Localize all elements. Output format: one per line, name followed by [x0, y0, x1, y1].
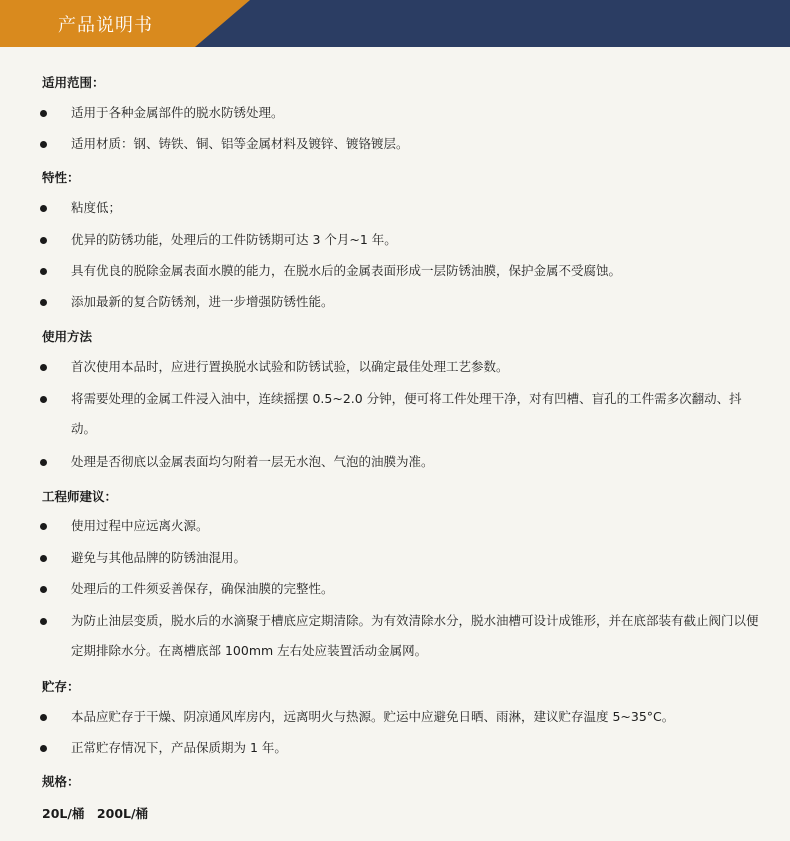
list-item: 添加最新的复合防锈剂，进一步增强防锈性能。: [71, 294, 334, 309]
spec-text: 20L/桶 200L/桶: [42, 806, 149, 821]
bullet-dot: [40, 237, 47, 244]
bullet-dot: [40, 299, 47, 306]
list-item: 处理是否彻底以金属表面均匀附着一层无水泡、气泡的油膜为准。: [71, 454, 434, 469]
bullet-dot: [40, 586, 47, 593]
list-item: 正常贮存情况下，产品保质期为 1 年。: [71, 740, 287, 755]
bullet-dot: [40, 618, 47, 625]
bullet-dot: [40, 714, 47, 721]
page-title: 产品说明书: [58, 15, 153, 36]
list-item: 具有优良的脱除金属表面水膜的能力，在脱水后的金属表面形成一层防锈油膜，保护金属不受腐蚀。: [71, 263, 622, 278]
bullet-dot: [40, 141, 47, 148]
list-item: 粘度低；: [71, 200, 122, 215]
section-heading: 贮存：: [42, 679, 80, 694]
list-item: 避免与其他品牌的防锈油混用。: [71, 550, 247, 565]
list-item: 适用于各种金属部件的脱水防锈处理。: [71, 105, 284, 120]
list-item: 首次使用本品时，应进行置换脱水试验和防锈试验，以确定最佳处理工艺参数。: [71, 359, 509, 374]
list-item: 使用过程中应远离火源。: [71, 518, 209, 533]
list-item: 优异的防锈功能，处理后的工件防锈期可达 3 个月~1 年。: [71, 232, 397, 247]
section-heading: 适用范围：: [42, 75, 105, 90]
list-item: 处理后的工件须妥善保存，确保油膜的完整性。: [71, 581, 334, 596]
bullet-dot: [40, 364, 47, 371]
list-item: 为防止油层变质，脱水后的水滴聚于槽底应定期清除。为有效清除水分，脱水油槽可设计成锥形，并在底部装有截止阀门以便定期排除水分。在离槽底部 100mm 左右处应装置活动金属网。: [71, 613, 759, 658]
bullet-dot: [40, 745, 47, 752]
bullet-dot: [40, 205, 47, 212]
bullet-dot: [40, 396, 47, 403]
bullet-dot: [40, 268, 47, 275]
section-heading: 规格：: [42, 774, 80, 789]
bullet-dot: [40, 523, 47, 530]
section-heading: 工程师建议：: [42, 489, 118, 504]
bullet-dot: [40, 555, 47, 562]
section-heading: 特性：: [42, 170, 80, 185]
section-heading: 使用方法: [42, 329, 93, 344]
bullet-dot: [40, 459, 47, 466]
list-item: 本品应贮存于干燥、阴凉通风库房内，远离明火与热源。贮运中应避免日晒、雨淋，建议贮存温度 5~35°C。: [71, 709, 675, 724]
list-item: 将需要处理的金属工件浸入油中，连续摇摆 0.5~2.0 分钟，便可将工件处理干净，对有凹槽、盲孔的工件需多次翻动、抖动。: [71, 391, 742, 436]
list-item: 适用材质：钢、铸铁、铜、铝等金属材料及镀锌、镀铬镀层。: [71, 136, 409, 151]
bullet-dot: [40, 110, 47, 117]
